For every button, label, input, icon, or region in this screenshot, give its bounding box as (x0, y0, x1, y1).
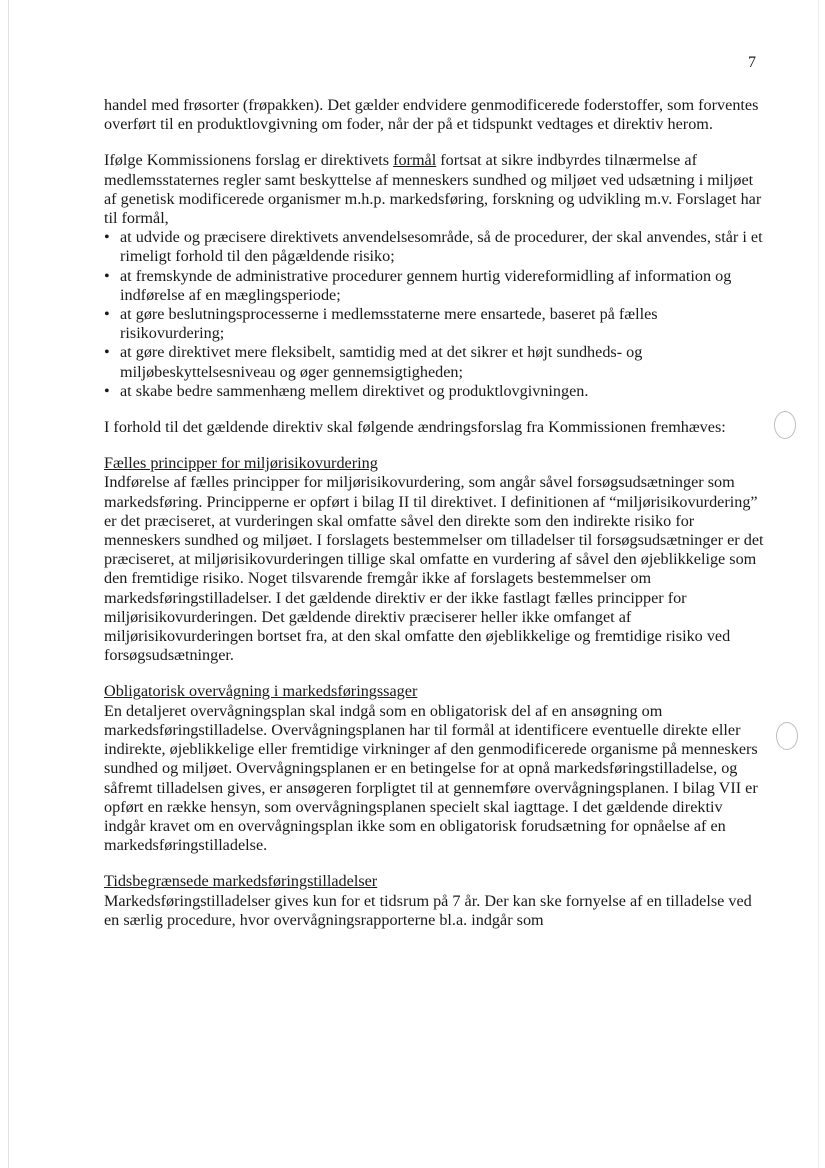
section-monitoring (104, 682, 764, 855)
section-risk-assessment (104, 454, 764, 665)
list-item (104, 228, 764, 266)
purpose-bullet-list (104, 228, 764, 401)
section-time-limited-approvals (104, 872, 764, 930)
list-item (104, 382, 764, 401)
section-body: Indførelse af fælles principper for miljørisikovurdering, som angår såvel forsøgsudsætninger som markedsføring. Principperne er opført i bilag II til direktivet. I definitionen af “miljørisikovurdering” er det præciseret, at vurderingen skal omfatte såvel den direkte som den indirekte risiko for menneskers sundhed og miljøet. I forslagets bestemmelser om tilladelser til forsøgsudsætninger er det præciseret, at miljørisikovurderingen tillige skal omfatte en vurdering af såvel den øjeblikkelige som den fremtidige risiko. Noget tilsvarende fremgår ikke af forslagets bestemmelser om markedsføringstilladelser. I det gældende direktiv er der ikke fastlagt fælles principper for miljørisikovurderingen. Det gældende direktiv præciserer heller ikke omfanget af miljørisikovurderingen bortset fra, at den skal omfatte den øjeblikkelige og fremtidige risiko ved forsøgsudsætninger. (104, 473, 764, 665)
list-item-text: at gøre direktivet mere fleksibelt, samtidig med at det sikrer et højt sundheds- og miljøbeskyttelsesniveau og øger gennemsigtigheden; (120, 343, 643, 381)
bullet-icon: • (104, 343, 110, 362)
section-body: En detaljeret overvågningsplan skal indgå som en obligatorisk del af en ansøgning om markedsføringstilladelse. Overvågningsplanen har til formål at identificere eventuelle direkte eller indirekte, øjeblikkelige eller fremtidige virkninger af den genmodificerede organisme på menneskers sundhed og miljøet. Overvågningsplanen er en betingelse for at opnå markedsføringstilladelse, og såfremt tilladelsen gives, er ansøgeren forpligtet til at gennemføre overvågningsplanen. I bilag VII er opført en række hensyn, som overvågningsplanen specielt skal iagttage. I det gældende direktiv indgår kravet om en overvågningsplan ikke som en obligatorisk forudsætning for opnåelse af en markedsføringstilladelse. (104, 701, 758, 855)
punch-hole (774, 411, 796, 439)
section-body: Markedsføringstilladelser gives kun for et tidsrum på 7 år. Der kan ske fornyelse af en tilladelse ved en særlig procedure, hvor overvågningsrapporterne bl.a. indgår som (104, 891, 752, 929)
punch-hole (776, 722, 798, 750)
purpose-text-after: fortsat at sikre indbyrdes tilnærmelse af medlemsstaternes regler samt beskyttelse af menneskers sundhed og miljøet ved udsætning i miljøet af genetisk modificerede organismer m.h.p. markedsføring, forskning og udvikling m.v. Forslaget har til formål, (104, 151, 762, 228)
purpose-paragraph (104, 151, 764, 228)
list-item-text: at fremskynde de administrative procedurer gennem hurtig videreformidling af information og indførelse af en mæglingsperiode; (120, 266, 732, 304)
bullet-icon: • (104, 266, 110, 285)
list-item (104, 267, 764, 305)
list-item (104, 305, 764, 343)
page-number: 7 (748, 54, 756, 71)
section-heading: Obligatorisk overvågning i markedsføringssager (104, 682, 418, 701)
bullet-icon: • (104, 305, 110, 324)
list-item (104, 343, 764, 381)
document-body (104, 96, 764, 947)
list-item-text: at gøre beslutningsprocesserne i medlemsstaterne mere ensartede, baseret på fælles risikovurdering; (120, 305, 658, 343)
changes-intro-paragraph: I forhold til det gældende direktiv skal følgende ændringsforslag fra Kommissionen fremhæves: (104, 418, 726, 437)
purpose-text-before: Ifølge Kommissionens forslag er direktivets (104, 151, 394, 170)
scan-edge-left (8, 0, 9, 1168)
purpose-underlined-word: formål (393, 151, 437, 170)
list-item-text: at udvide og præcisere direktivets anvendelsesområde, så de procedurer, der skal anvendes, står i et rimeligt forhold til den pågældende risiko; (120, 228, 763, 266)
list-item-text: at skabe bedre sammenhæng mellem direktivet og produktlovgivningen. (120, 381, 589, 400)
section-heading: Fælles principper for miljørisikovurdering (104, 454, 378, 473)
bullet-icon: • (104, 228, 110, 247)
bullet-icon: • (104, 381, 110, 400)
scan-edge-right (818, 0, 819, 1168)
intro-paragraph: handel med frøsorter (frøpakken). Det gælder endvidere genmodificerede foderstoffer, som forventes overført til en produktlovgivning om foder, når der på et tidspunkt vedtages et direktiv herom. (104, 96, 759, 134)
section-heading: Tidsbegrænsede markedsføringstilladelser (104, 872, 378, 891)
